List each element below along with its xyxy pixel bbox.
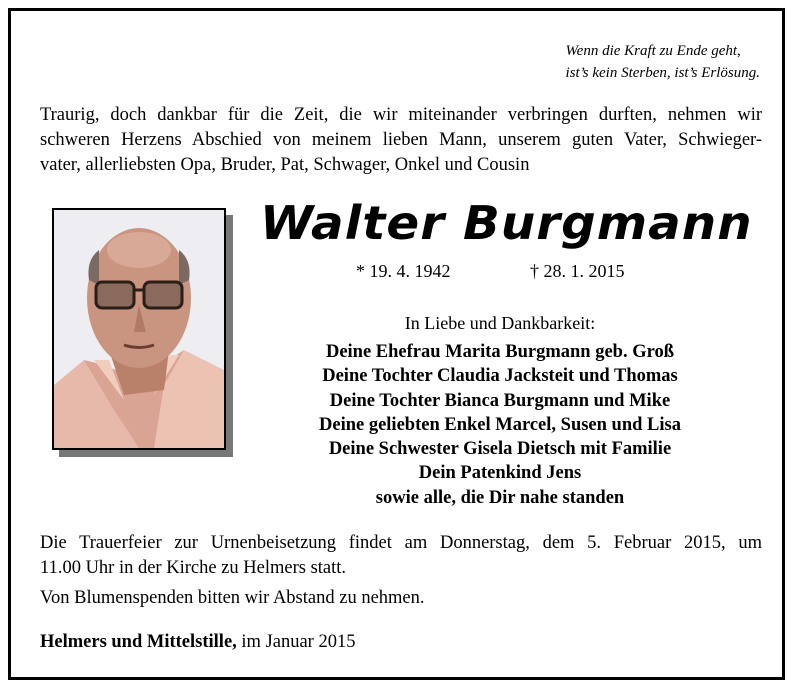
mourners-list: [300, 340, 700, 510]
place-location: Helmers und Mittelstille,: [40, 632, 237, 652]
deceased-name: Walter Burgmann: [260, 196, 753, 250]
mourner-line: Deine Ehefrau Marita Burgmann geb. Groß: [325, 342, 675, 362]
birth-date: * 19. 4. 1942: [356, 261, 451, 281]
place-date: im Januar 2015: [241, 632, 356, 652]
portrait-illustration: [54, 210, 224, 448]
mourners-heading: In Liebe und Dankbarkeit:: [404, 313, 596, 333]
mourner-line: sowie alle, die Dir nahe standen: [375, 487, 625, 508]
mourner-line: Dein Patenkind Jens: [418, 463, 582, 484]
mourner-line: Deine Tochter Bianca Burgmann und Mike: [329, 390, 671, 411]
mourner-line: Deine Schwester Gisela Dietsch mit Familie: [328, 439, 672, 460]
epigraph-quote: [566, 40, 760, 84]
flowers-note: Von Blumenspenden bitten wir Abstand zu nehmen.: [40, 588, 425, 608]
intro-line-3: vater, allerliebsten Opa, Bruder, Pat, Schwager, Onkel und Cousin: [40, 155, 530, 175]
portrait-photo: [52, 208, 226, 450]
place-date-line: [40, 632, 355, 653]
quote-line-1: Wenn die Kraft zu Ende geht,: [565, 43, 741, 59]
quote-line-2: ist’s kein Sterben, ist’s Erlösung.: [565, 65, 760, 81]
funeral-info: [40, 531, 762, 581]
intro-line-2: schweren Herzens Abschied von meinem lieben Mann, unserem guten Vater, Schwieger-: [40, 130, 762, 150]
funeral-line-2: 11.00 Uhr in der Kirche zu Helmers statt.: [40, 558, 347, 578]
intro-text: [40, 103, 762, 178]
mourner-line: Deine Tochter Claudia Jacksteit und Thomas: [322, 366, 678, 387]
intro-line-1: Traurig, doch dankbar für die Zeit, die wir miteinander verbringen durften, nehmen wir: [40, 105, 762, 125]
funeral-line-1: Die Trauerfeier zur Urnenbeisetzung findet am Donnerstag, dem 5. Februar 2015, um: [40, 533, 762, 553]
death-date: † 28. 1. 2015: [530, 261, 625, 281]
mourner-line: Deine geliebten Enkel Marcel, Susen und Lisa: [319, 414, 681, 435]
